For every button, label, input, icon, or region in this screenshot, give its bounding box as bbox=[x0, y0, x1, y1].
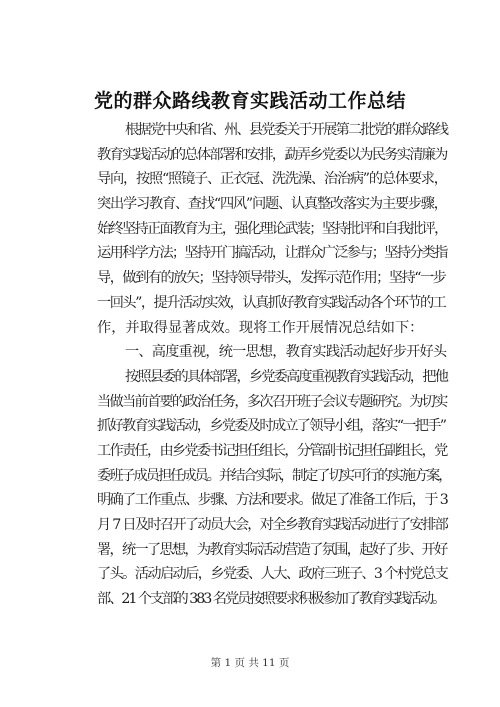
body-text-line: 署，统一了思想，为教育实际活动营造了氛围，起好了步、开好 bbox=[97, 541, 447, 558]
body-text-line: 始终坚持正面教育为主，强化理论武装；坚持批评和自我批评， bbox=[97, 220, 447, 237]
page-number-footer: 第 1 页 共 11 页 bbox=[210, 657, 290, 669]
body-text-line: 导，做到有的放矢；坚持领导带头，发挥示范作用；坚持“一步 bbox=[97, 270, 446, 287]
body-text-line: 根据党中央和省、州、县党委关于开展第二批党的群众路线 bbox=[125, 122, 448, 138]
body-text-line: 抓好教育实践活动，乡党委及时成立了领导小组，落实“一把手” bbox=[97, 418, 446, 435]
body-text-line: 工作责任，由乡党委书记担任组长，分管副书记担任副组长，党 bbox=[97, 442, 447, 459]
body-text-line: 导向，按照“照镜子、正衣冠、洗洗澡、治治病”的总体要求， bbox=[97, 171, 447, 188]
body-text-line: 教育实践活动的总体部署和安排，勐弄乡党委以为民务实清廉为 bbox=[97, 146, 447, 163]
document-body bbox=[97, 118, 451, 612]
body-text-line: 当做当前首要的政治任务，多次召开班子会议专题研究。为切实 bbox=[97, 393, 447, 410]
body-text-line: 按照县委的具体部署，乡党委高度重视教育实践活动，把他 bbox=[125, 368, 448, 385]
body-text-line: 了头。活动启动后，乡党委、人大、政府三班子、3 个村党总支 bbox=[97, 566, 448, 583]
body-text-line: 月 7 日及时召开了动员大会，对全乡教育实践活动进行了安排部 bbox=[97, 517, 448, 533]
body-text-line: 明确了工作重点、步骤、方法和要求。做足了准备工作后，于 3 bbox=[97, 492, 448, 509]
body-text-line: 突出学习教育、查找“四风”问题、认真整改落实为主要步骤， bbox=[97, 196, 447, 213]
body-text-line: 作，并取得显著成效。现将工作开展情况总结如下： bbox=[97, 319, 424, 336]
body-text-line: 运用科学方法；坚持开门搞活动，让群众广泛参与；坚持分类指 bbox=[97, 245, 447, 262]
document-title: 党的群众路线教育实践活动工作总结 bbox=[93, 90, 406, 112]
body-text-line: 委班子成员担任成员。并结合实际，制定了切实可行的实施方案， bbox=[97, 467, 451, 484]
body-text-line: 一、高度重视，统一思想，教育实践活动起好步开好头 bbox=[125, 344, 447, 361]
body-text-line: 一回头”，提升活动实效，认真抓好教育实践活动各个环节的工 bbox=[97, 294, 446, 311]
body-text-line: 部、21 个支部的 383 名党员按照要求积极参加了教育实践活动。 bbox=[97, 591, 445, 608]
